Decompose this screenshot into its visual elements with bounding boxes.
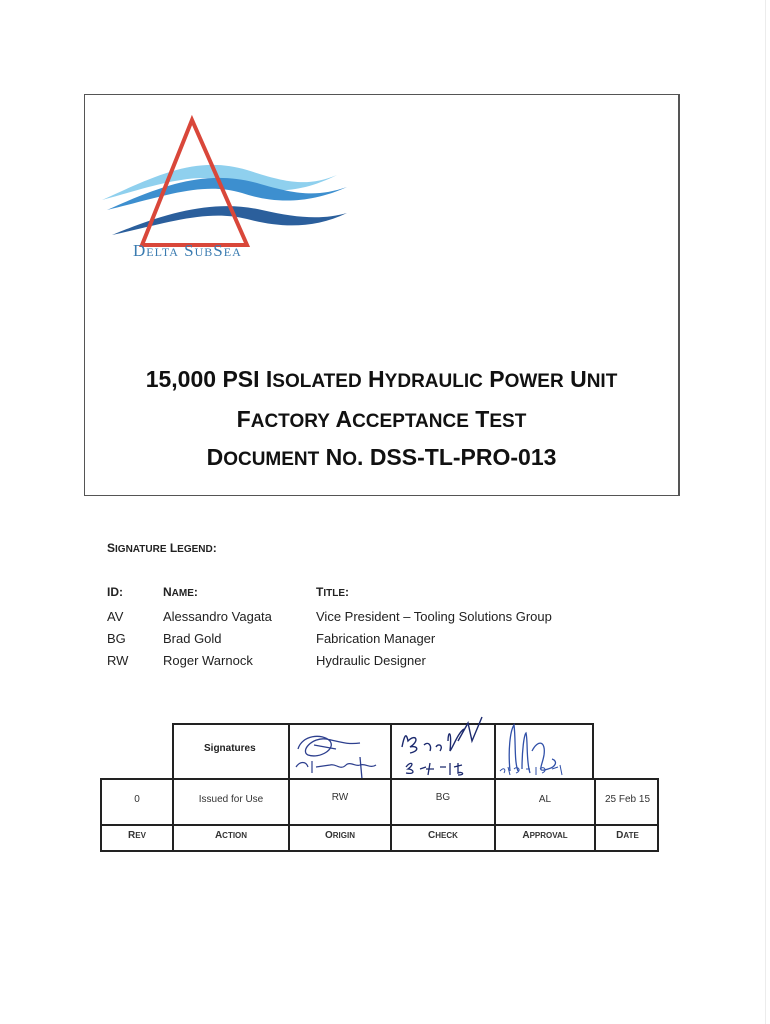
title-text: ACTORY <box>250 411 330 432</box>
row-divider <box>102 824 657 826</box>
title-line-2 <box>85 406 678 433</box>
header-text: ITLE <box>323 588 346 599</box>
title-text: . DSS-TL-PRO-013 <box>357 444 557 470</box>
header-text: A <box>522 830 530 841</box>
legend-name: Brad Gold <box>163 631 222 646</box>
origin-value: RW <box>331 792 349 803</box>
brand-name <box>133 241 242 261</box>
legend-header-row <box>107 585 607 605</box>
title-text: A <box>329 406 353 432</box>
header-text: HECK <box>435 831 458 840</box>
heading-text: EGEND <box>177 544 213 555</box>
check-value: BG <box>435 792 451 803</box>
title-text: T <box>468 406 490 432</box>
title-text: N <box>319 444 343 470</box>
title-text: H <box>361 366 385 392</box>
revision-table <box>100 778 659 852</box>
header-text: R <box>128 830 136 841</box>
approval-value: AL <box>538 794 552 805</box>
origin-header <box>290 830 390 841</box>
check-header <box>392 830 494 841</box>
header-text: EV <box>135 831 146 840</box>
cover-box <box>84 94 680 496</box>
signatures-row <box>172 723 594 779</box>
signature-legend-heading <box>107 541 217 555</box>
header-text: ATE <box>623 831 639 840</box>
brand-letter: D <box>133 241 147 260</box>
legend-header-title <box>316 585 349 599</box>
legend-id: BG <box>107 631 126 646</box>
header-text: C <box>428 830 436 841</box>
legend-title: Hydraulic Designer <box>316 653 426 668</box>
legend-name: Alessandro Vagata <box>163 609 272 624</box>
brand-letters: ELTA <box>146 245 179 259</box>
date-value: 25 Feb 15 <box>604 794 651 805</box>
legend-name: Roger Warnock <box>163 653 253 668</box>
legend-header-name <box>163 585 198 599</box>
heading-text: IGNATURE <box>115 544 167 555</box>
title-text: EST <box>489 411 527 432</box>
scan-edge-line <box>765 0 766 1024</box>
header-text: D <box>616 830 624 841</box>
header-text: : <box>193 585 198 599</box>
action-value: Issued for Use <box>198 794 264 805</box>
header-text: RIGIN <box>332 831 355 840</box>
legend-row <box>107 653 607 673</box>
legend-title: Fabrication Manager <box>316 631 436 646</box>
brand-letters: UB <box>194 245 214 259</box>
header-text: AME <box>171 588 194 599</box>
header-text: A <box>214 830 223 841</box>
header-text: T <box>316 585 324 599</box>
title-text: SOLATED <box>272 371 362 392</box>
brand-letter: S <box>213 241 224 260</box>
rev-value: 0 <box>134 794 140 805</box>
approval-signature <box>496 711 594 779</box>
title-line-3 <box>85 444 678 471</box>
heading-text: L <box>166 541 178 555</box>
heading-text: S <box>107 541 116 555</box>
title-text: NIT <box>586 371 618 392</box>
header-text: O <box>324 830 333 841</box>
rev-header <box>102 830 172 841</box>
header-text: N <box>163 585 172 599</box>
check-signature <box>392 711 492 779</box>
origin-signature <box>290 727 388 779</box>
heading-text: : <box>212 541 217 555</box>
legend-header-id: ID: <box>107 585 123 599</box>
legend-title: Vice President – Tooling Solutions Group <box>316 609 552 624</box>
title-text: OCUMENT <box>223 449 320 470</box>
brand-letter: S <box>178 241 195 260</box>
title-text: P <box>482 366 505 392</box>
header-text: CTION <box>222 831 248 840</box>
title-text: YDRAULIC <box>384 371 483 392</box>
title-text: OWER <box>504 371 564 392</box>
legend-row <box>107 609 607 629</box>
legend-id: AV <box>107 609 124 624</box>
header-text: : <box>345 585 350 599</box>
title-text: F <box>236 406 251 432</box>
title-text: U <box>563 366 587 392</box>
brand-letters: EA <box>223 245 242 259</box>
title-text: O <box>342 449 358 470</box>
header-text: PPROVAL <box>529 831 568 840</box>
title-line-1 <box>85 366 678 393</box>
approval-header <box>496 830 594 841</box>
title-text: CCEPTANCE <box>352 411 469 432</box>
title-text: D <box>206 444 224 470</box>
signatures-label: Signatures <box>204 743 256 754</box>
legend-row <box>107 631 607 651</box>
legend-id: RW <box>107 653 129 668</box>
title-text: 15,000 PSI I <box>145 366 273 392</box>
date-header <box>596 830 659 841</box>
action-header <box>174 830 288 841</box>
